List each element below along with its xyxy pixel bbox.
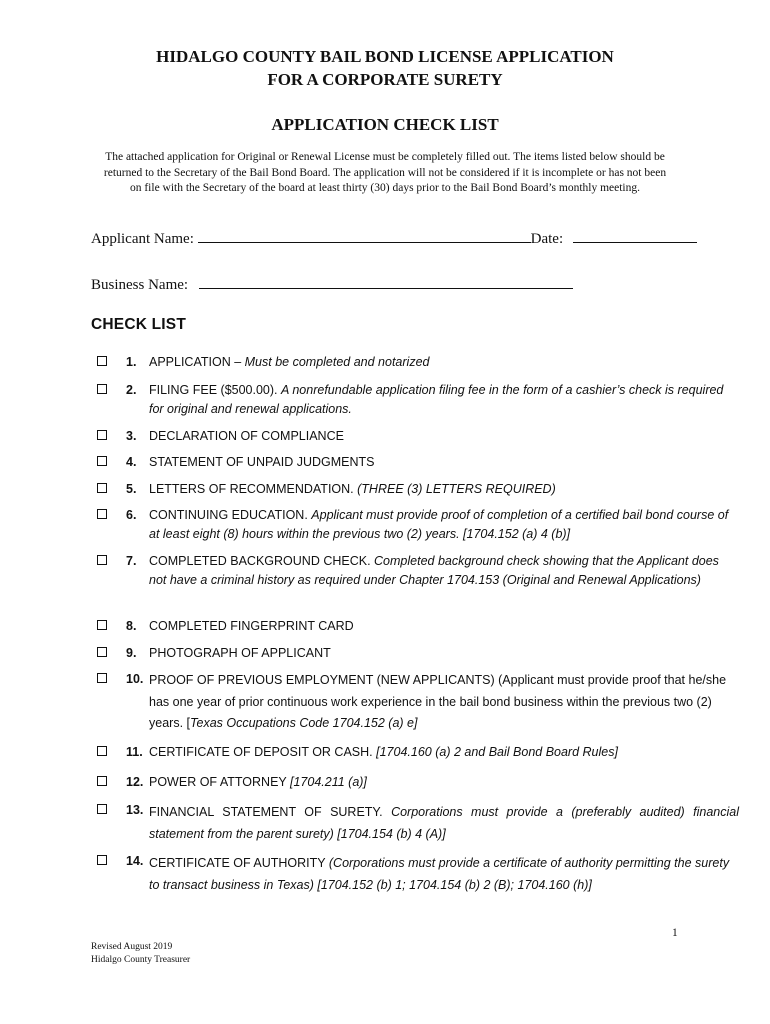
item-number: 10.: [126, 672, 144, 686]
checkbox[interactable]: [97, 356, 107, 366]
checkbox[interactable]: [97, 483, 107, 493]
document-subtitle: APPLICATION CHECK LIST: [271, 115, 499, 134]
document-title-line1: HIDALGO COUNTY BAIL BOND LICENSE APPLICATION: [156, 47, 614, 66]
item-text: PROOF OF PREVIOUS EMPLOYMENT (NEW APPLICANTS) (Applicant must provide proof that he/she has one year of prior continuous work experience in the bail bond business within the previous two (2) years. [Texas Occupations Code 1704.152 (a) e]: [149, 673, 727, 730]
checkbox[interactable]: [97, 804, 107, 814]
page-number: 1: [672, 927, 678, 939]
item-number: 8.: [126, 619, 137, 633]
item-text: CONTINUING EDUCATION. Applicant must provide proof of completion of a certified bail bond course of at least eight (8) hours within the previous two (2) years. [1704.152 (a) 4 (b)]: [149, 508, 729, 541]
checkbox[interactable]: [97, 555, 107, 565]
document-title-line2: FOR A CORPORATE SURETY: [267, 70, 503, 89]
item-number: 14.: [126, 854, 144, 868]
item-number: 12.: [126, 775, 144, 789]
item-text: CERTIFICATE OF DEPOSIT OR CASH. [1704.160 (a) 2 and Bail Bond Board Rules]: [149, 745, 618, 759]
business-name-label: Business Name:: [91, 277, 192, 293]
item-number: 3.: [126, 429, 137, 443]
item-text: LETTERS OF RECOMMENDATION. (THREE (3) LETTERS REQUIRED): [149, 482, 556, 496]
item-text: FILING FEE ($500.00). A nonrefundable application filing fee in the form of a cashier’s check is required for original and renewal applications.: [149, 383, 724, 416]
item-number: 13.: [126, 803, 144, 817]
item-text: CERTIFICATE OF AUTHORITY (Corporations must provide a certificate of authority permitting the surety to transact business in Texas) [1704.152 (b) 1; 1704.154 (b) 2 (B); 1704.160 (h)]: [149, 856, 730, 892]
item-text: STATEMENT OF UNPAID JUDGMENTS: [149, 455, 375, 469]
checkbox[interactable]: [97, 384, 107, 394]
business-name-field[interactable]: [199, 274, 573, 289]
item-text: COMPLETED FINGERPRINT CARD: [149, 619, 354, 633]
checkbox[interactable]: [97, 673, 107, 683]
date-field[interactable]: [573, 228, 697, 243]
checkbox[interactable]: [97, 776, 107, 786]
checkbox[interactable]: [97, 855, 107, 865]
applicant-name-label: Applicant Name:: [91, 231, 198, 247]
date-label: Date:: [530, 231, 567, 247]
checkbox[interactable]: [97, 430, 107, 440]
business-name-row: [91, 274, 573, 294]
checkbox[interactable]: [97, 456, 107, 466]
intro-paragraph: The attached application for Original or Renewal License must be completely filled out. The items listed below should be returned to the Secretary of the Bail Bond Board. The application will not be considered if it is incomplete or has not been on file with the Secretary of the board at least thirty (30) days prior to the Bail Bond Board’s monthly meeting.: [103, 151, 667, 194]
item-number: 9.: [126, 646, 137, 660]
checklist-heading: CHECK LIST: [91, 316, 186, 333]
issuing-office: Hidalgo County Treasurer: [91, 954, 191, 965]
item-text: DECLARATION OF COMPLIANCE: [149, 429, 344, 443]
checkbox[interactable]: [97, 509, 107, 519]
revised-date: Revised August 2019: [91, 942, 173, 952]
checkbox[interactable]: [97, 647, 107, 657]
applicant-name-row: [91, 228, 697, 248]
checkbox[interactable]: [97, 620, 107, 630]
item-number: 7.: [126, 554, 137, 568]
checkbox[interactable]: [97, 746, 107, 756]
item-number: 1.: [126, 355, 137, 369]
item-text: COMPLETED BACKGROUND CHECK. Completed background check showing that the Applicant does not have a criminal history as required under Chapter 1704.153 (Original and Renewal Applications): [149, 554, 719, 587]
item-number: 6.: [126, 508, 137, 522]
item-number: 11.: [126, 745, 143, 759]
item-number: 4.: [126, 455, 137, 469]
item-text: PHOTOGRAPH OF APPLICANT: [149, 646, 331, 660]
item-number: 2.: [126, 383, 137, 397]
item-text: FINANCIAL STATEMENT OF SURETY. Corporations must provide a (preferably audited) financial statement from the parent surety) [1704.154 (b) 4 (A)]: [149, 805, 739, 841]
item-text: APPLICATION – Must be completed and notarized: [149, 355, 430, 369]
item-text: POWER OF ATTORNEY [1704.211 (a)]: [149, 775, 367, 789]
item-number: 5.: [126, 482, 137, 496]
applicant-name-field[interactable]: [198, 228, 531, 243]
footer: [91, 941, 190, 966]
